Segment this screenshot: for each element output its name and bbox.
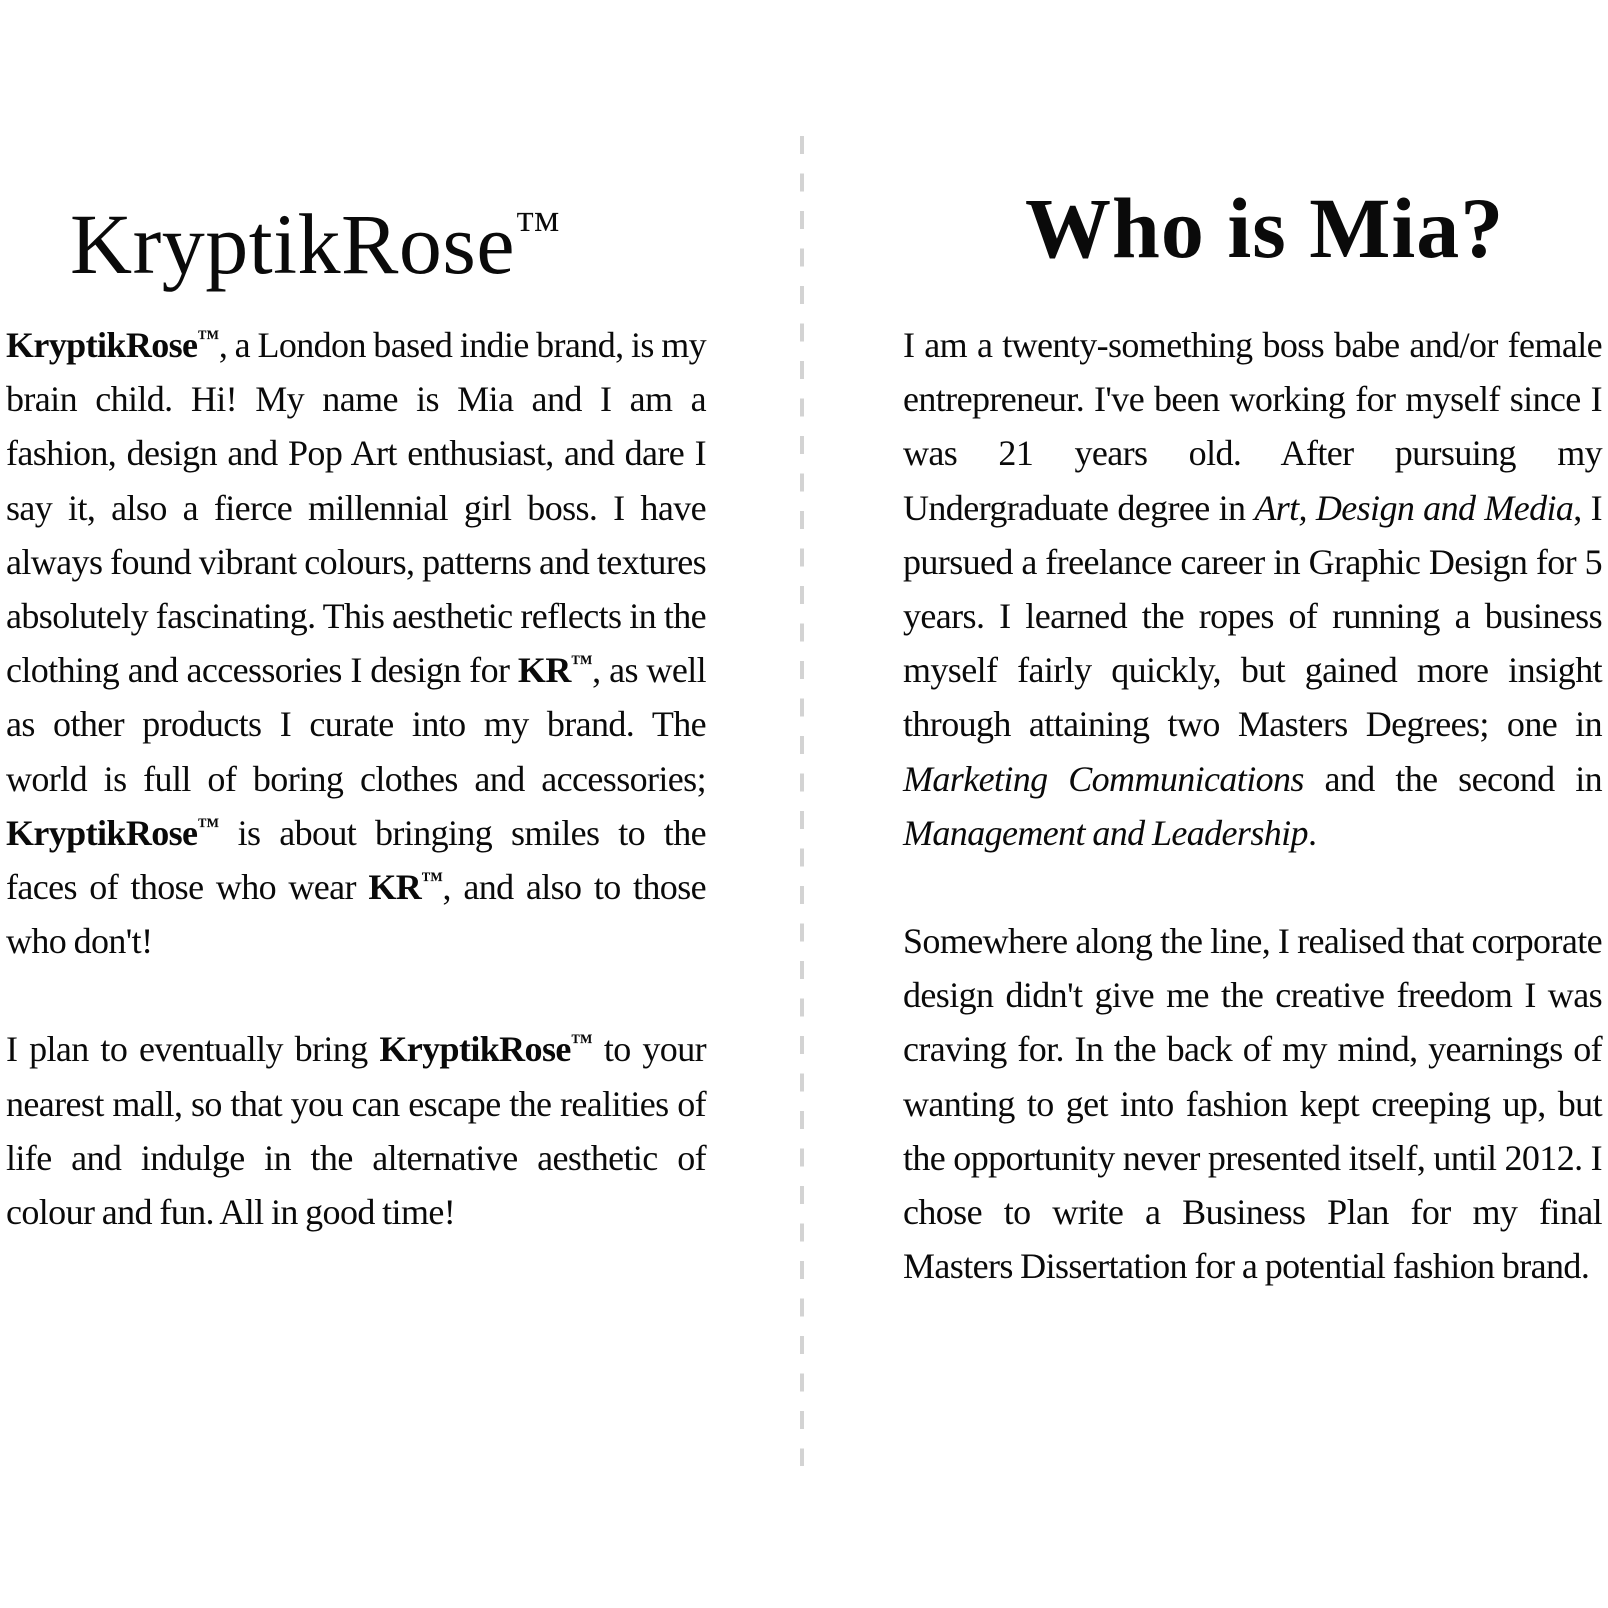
kryptikrose-heading — [70, 178, 560, 294]
emphasis-text: Art, Design and Media — [1254, 487, 1574, 528]
body-text-segment: is about bringing smiles to the faces of those who wear — [6, 812, 706, 908]
brand-name-text: KryptikRose — [379, 1029, 571, 1070]
column-divider — [800, 136, 804, 1466]
brand-name-text: KryptikRose — [6, 812, 198, 853]
body-text-segment: Somewhere along the line, I realised that corporate design didn't give me the creative freedom I was craving for. In the back of my mind, yearnings of wanting to get into fashion kept creeping up, but the opportunity never presented itself, until 2012. I chose to write a Business Plan for my final Masters Dissertation for a potential fashion brand. — [903, 921, 1602, 1287]
who-is-mia-heading: Who is Mia? — [1025, 180, 1505, 276]
body-text-segment: , a London based indie brand, is my brain child. Hi! My name is Mia and I am a fashion, design and Pop Art enthusiast, and dare I say it, also a fierce millennial girl boss. I have always found vibrant colours, patterns and textures absolutely fascinating. This aesthetic reflects in the clothing and accessories I design for — [6, 325, 706, 691]
emphasis-text: Management and Leadership — [903, 812, 1308, 853]
brand-name-text: KR — [517, 650, 571, 691]
body-text-segment: , as well as other products I curate into my brand. The world is full of boring clothes and accessories; — [6, 650, 707, 799]
brand-name-text: KryptikRose — [6, 325, 198, 365]
trademark-symbol: ™ — [197, 812, 219, 838]
trademark-symbol: ™ — [515, 202, 561, 253]
mia-fashion-paragraph — [903, 914, 1602, 1293]
mia-background-paragraph — [903, 318, 1602, 860]
heading-text: KryptikRose — [70, 196, 516, 292]
brand-plan-paragraph — [6, 1022, 706, 1239]
trademark-symbol: ™ — [570, 1029, 593, 1055]
trademark-symbol: ™ — [570, 650, 593, 676]
trademark-symbol: ™ — [421, 867, 443, 893]
body-text-segment: . — [1307, 812, 1317, 853]
body-text-segment: I am a twenty-something boss babe and/or female entrepreneur. I've been working for myself since I was 21 years old. After pursuing my Undergraduate degree in — [903, 325, 1602, 528]
trademark-symbol: ™ — [197, 325, 219, 350]
body-text-segment: to your nearest mall, so that you can escape the realities of life and indulge in the alternative aesthetic of colour and fun. All in good time! — [6, 1029, 706, 1233]
brand-name-text: KR — [368, 867, 422, 908]
body-text-segment: and the second in — [1303, 758, 1602, 799]
kryptikrose-body — [6, 318, 706, 1293]
brand-intro-paragraph — [6, 318, 706, 968]
body-text-segment: I plan to eventually bring — [6, 1029, 380, 1070]
emphasis-text: Marketing Communications — [903, 758, 1304, 799]
body-text-segment: , I pursued a freelance career in Graphic Design for 5 years. I learned the ropes of running a business myself fairly quickly, but gained more insight through attaining two Masters Degrees; one in — [903, 487, 1602, 745]
body-text-segment: , and also to those who don't! — [6, 867, 706, 962]
who-is-mia-body — [903, 318, 1602, 1347]
